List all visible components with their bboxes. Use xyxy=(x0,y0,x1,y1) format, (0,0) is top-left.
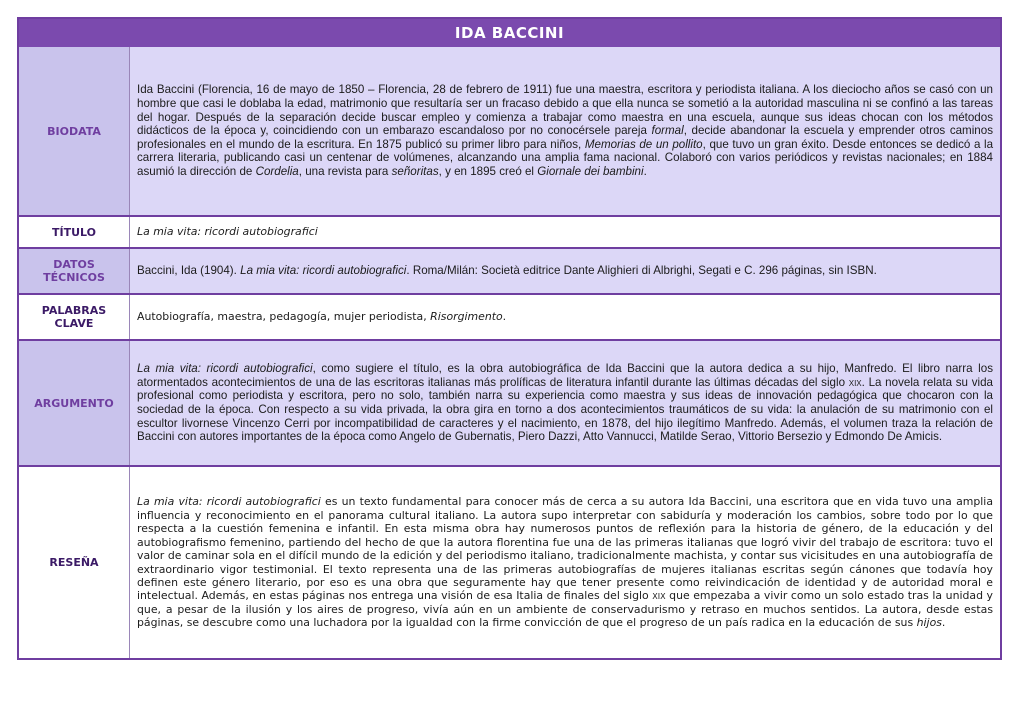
argumento-text xyxy=(130,341,1000,465)
resena-text-2: que empezaba a vivir como un solo estado tras la unidad y que, a pesar de la ilusión y los aires de progreso, vivía aún en un ambiente de conservadurismo y retraso en muchos sentidos. La autora, desde estas páginas, se descubre como una luchadora por la igualdad con la firme convicción de que el progreso de un país radica en la educación de sus xyxy=(137,589,993,630)
label-biodata: BIODATA xyxy=(19,47,130,215)
titulo-text xyxy=(130,217,1000,247)
resena-text-century: xix xyxy=(652,589,666,603)
datos-text-2: . Roma/Milán: Società editrice Dante Alighieri di Albrighi, Segati e C. 296 páginas, sin ISBN. xyxy=(406,264,877,278)
row-resena xyxy=(19,465,1000,658)
row-biodata xyxy=(19,47,1000,215)
label-palabras-2: CLAVE xyxy=(54,317,94,330)
row-argumento xyxy=(19,339,1000,465)
argumento-text-1: , como sugiere el título, es la obra autobiográfica de Ida Baccini que la autora dedica a su hijo, Manfredo. El libro narra los atormentados acontecimientos de una de las escritoras italianas más prolíficas de literatura infantil durante las últimas décadas del siglo xyxy=(137,362,993,389)
label-palabras xyxy=(19,295,130,339)
resena-text-1: es un texto fundamental para conocer más de cerca a su autora Ida Baccini, una escritora que en vida tuvo una amplia influencia y reconocimiento en el panorama cultural italiano. La autora supo interpretar con sabiduría y moderación los cambios, sobre todo por lo que respecta a la cuestión femenina e infantil. En esta misma obra hay numerosos puntos de reflexión para la historia de género, de la educación y del autobiografismo femenino, partiendo del hecho de que la autora florentina fue una de las primeras italianas que logró vivir del trabajo de escritora: tuvo el valor de caminar sola en el difícil mundo de la edición y del periodismo italiano, tradicionalmente machista, y contar sus vicisitudes en una autobiografía de extraordinario vigor testimonial. El texto representa una de las primeras autobiografías de mujeres italianas escritas según cánones que todavía hoy definen este género literario, por eso es una obra que seguramente hay que tener presente como reivindicación de identidad y de autoridad moral e intelectual. Además, en estas páginas nos entrega una visión de esa Italia de finales del siglo xyxy=(137,495,993,603)
resena-text-title: La mia vita: ricordi autobiografici xyxy=(137,495,321,509)
biodata-text-6: . xyxy=(643,164,647,178)
label-datos-1: DATOS xyxy=(53,258,95,271)
biodata-text-cordelia: Cordelia xyxy=(255,164,299,178)
palabras-text xyxy=(130,295,1000,339)
biodata-text-5: , y en 1895 creó el xyxy=(438,164,538,178)
palabras-text-risorgimento: Risorgimento xyxy=(430,310,503,324)
datos-text xyxy=(130,249,1000,293)
biodata-text-giornale: Giornale dei bambini xyxy=(537,164,644,178)
row-titulo xyxy=(19,215,1000,247)
titulo-value: La mia vita: ricordi autobiografici xyxy=(137,225,318,239)
label-palabras-1: PALABRAS xyxy=(41,304,107,317)
label-titulo: TÍTULO xyxy=(19,217,130,247)
label-argumento: ARGUMENTO xyxy=(19,341,130,465)
biodata-text-3: , que tuvo un gran éxito. Desde entonces se dedicó a la carrera literaria, publicando casi un centenar de volúmenes, alcanzando una amplia fama nacional. Colaboró con varios periódicos y revistas nacionales; en 1884 asumió la dirección de xyxy=(137,137,994,178)
argumento-text-century: xix xyxy=(848,375,862,389)
resena-text-3: . xyxy=(941,616,946,630)
record-sheet xyxy=(17,17,1002,660)
biodata-text-4: , una revista para xyxy=(298,164,392,178)
row-datos xyxy=(19,247,1000,293)
resena-text-hijos: hijos xyxy=(916,616,942,630)
palabras-text-1: Autobiografía, maestra, pedagogía, mujer periodista, xyxy=(137,310,431,324)
biodata-text xyxy=(130,47,1000,215)
biodata-text-1: Ida Baccini (Florencia, 16 de mayo de 1850 – Florencia, 28 de febrero de 1911) fue una maestra, escritora y periodista italiana. A los dieciocho años se casó con un hombre que casi le doblaba la edad, matrimonio que resultaría ser un fracaso debido a que ella nunca se sometió a la autoridad masculina ni se confinó a las tareas del hogar. Después de la separación decide buscar empleo y comienza a trabajar como maestra en una escuela, aunque sus ideas chocan con los métodos didácticos de la época y, coincidiendo con un embarazo escandaloso por no conocérsele pareja xyxy=(137,83,993,138)
biodata-text-book: Memorias de un pollito xyxy=(584,137,703,151)
label-datos xyxy=(19,249,130,293)
biodata-text-senoritas: señoritas xyxy=(391,164,439,178)
resena-text xyxy=(130,467,1000,658)
label-datos-2: TÉCNICOS xyxy=(43,271,105,284)
argumento-text-2: . La novela relata su vida profesional como periodista y escritora, pero no solo, también narra su experiencia como maestra y sus ideas de innovación pedagógica que chocaron con la sociedad de la época. Con respecto a su vida privada, la obra gira en torno a dos acontecimientos traumáticos de su vida: la anulación de su matrimonio con el escultor livornese Vincenzo Cerri por incompatibilidad de caracteres y el nacimiento, en 1878, del hijo ilegítimo Manfredo. Además, el volumen traza la relación de Baccini con autores importantes de la época como Angelo de Gubernatis, Piero Dazzi, Atto Vannucci, Matilde Serao, Vittorio Bersezio y Edmondo De Amicis. xyxy=(137,375,993,444)
biodata-text-formal: formal xyxy=(651,124,684,138)
row-palabras xyxy=(19,293,1000,339)
biodata-text-2: , decide abandonar la escuela y emprender otros caminos profesionales en el mundo de la escritura. En 1875 publicó su primer libro para niños, xyxy=(137,124,993,151)
page-title: IDA BACCINI xyxy=(19,19,1000,47)
datos-text-1: Baccini, Ida (1904). xyxy=(137,264,241,278)
label-resena: RESEÑA xyxy=(19,467,130,658)
argumento-text-title: La mia vita: ricordi autobiografici xyxy=(137,362,313,376)
palabras-text-2: . xyxy=(502,310,507,324)
datos-text-title: La mia vita: ricordi autobiografici xyxy=(240,264,407,278)
